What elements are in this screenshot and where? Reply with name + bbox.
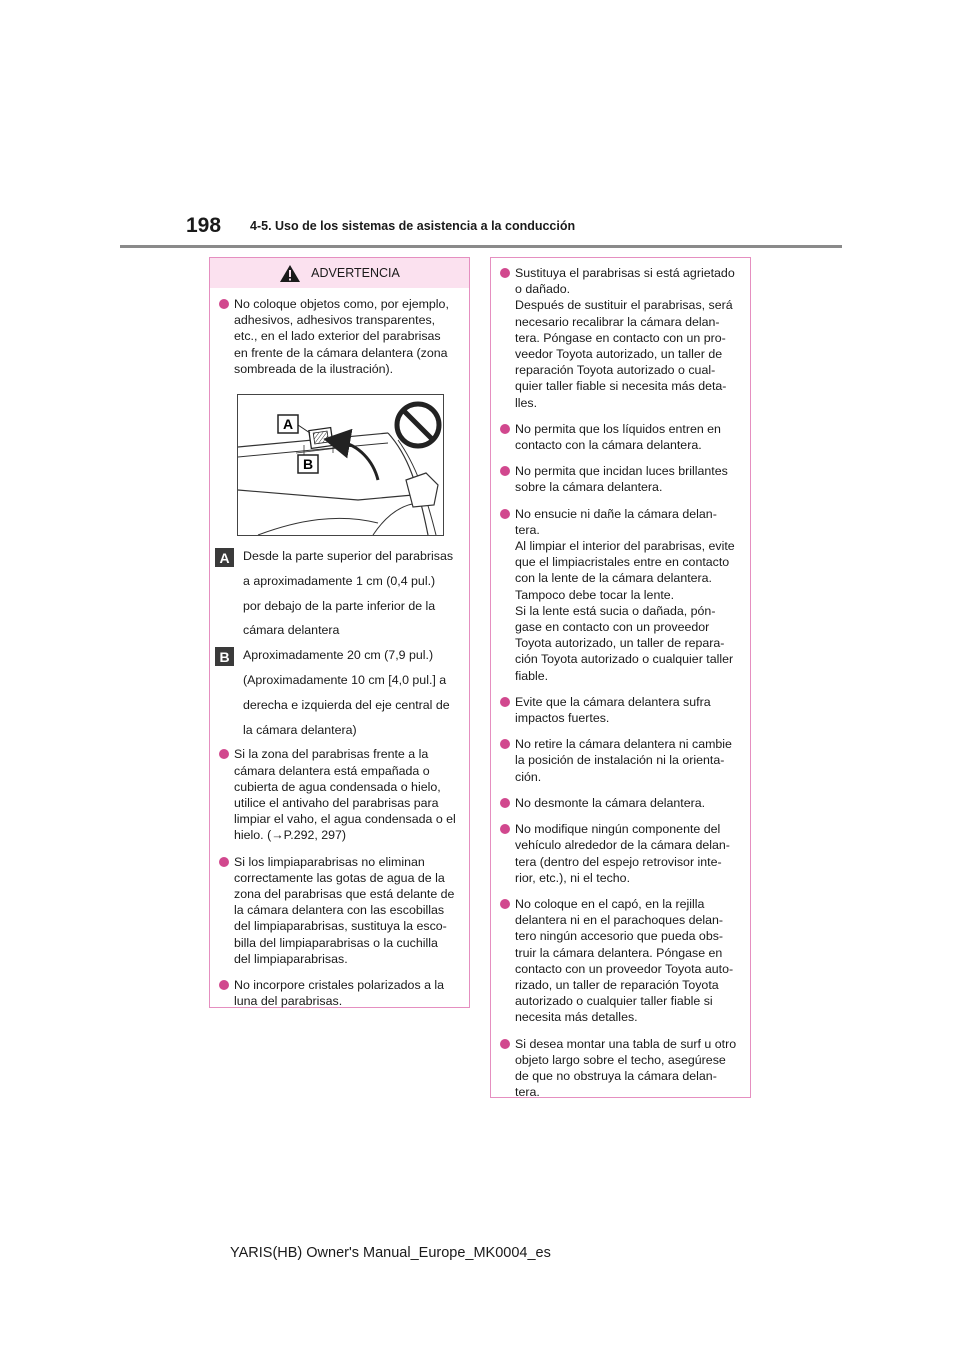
bullet-item	[215, 296, 459, 377]
bullet-item	[496, 463, 740, 495]
bullet-item	[496, 265, 740, 411]
warning-title: ADVERTENCIA	[311, 266, 400, 280]
bullet-text: No ensucie ni dañe la cámara delan- tera. Al limpiar el interior del parabrisas, evite que el limpiacristales entre en contacto con la lente de la cámara delantera. Tampoco debe tocar la lente. Si la lente está sucia o dañada, pón- gase en contacto con un proveedor Toyota autorizado, un taller de repara- ción Toyota autorizado o cualquier taller fiable.	[515, 506, 735, 683]
section-title: 4-5. Uso de los sistemas de asistencia a la conducción	[250, 219, 576, 233]
bullet-dot	[500, 798, 510, 808]
bullet-item	[496, 821, 740, 886]
bullet-dot	[219, 980, 229, 990]
footer-text: YARIS(HB) Owner's Manual_Europe_MK0004_es	[230, 1245, 551, 1261]
warning-triangle-icon	[279, 264, 301, 283]
bullet-item	[215, 977, 459, 1009]
bullet-text: No modifique ningún componente del vehículo alrededor de la cámara delan- tera (dentro del espejo retrovisor inte- rior, etc.), ni el techo.	[515, 822, 730, 885]
bullet-text: No incorpore cristales polarizados a la luna del parabrisas.	[234, 978, 445, 1009]
bullet-item	[496, 694, 740, 726]
legend-line: Desde la parte superior del parabrisas	[243, 549, 454, 564]
bullet-text: Evite que la cámara delantera sufra impactos fuertes.	[515, 694, 711, 726]
warning-right-content	[491, 258, 750, 1100]
bullet-dot	[500, 697, 510, 707]
bullet-list-top	[215, 296, 459, 377]
bullet-dot	[500, 268, 510, 278]
windshield-camera-diagram	[238, 395, 443, 535]
bullet-dot	[500, 424, 510, 434]
legend-marker: B	[215, 647, 234, 666]
bullet-dot	[219, 299, 229, 309]
legend-line: Aproximadamente 20 cm (7,9 pul.)	[243, 648, 434, 663]
bullet-item	[496, 896, 740, 1026]
bullet-list-bottom	[215, 746, 459, 1009]
warning-left-content	[210, 288, 469, 1009]
legend-line: a aproximadamente 1 cm (0,4 pul.)	[243, 573, 436, 588]
bullet-text: No coloque en el capó, en la rejilla delantera ni en el parachoques delan- tero ningún accesorio que pueda obs- truir la cámara delantera. Póngase en contacto con un proveedor Toyota auto- rizado, un taller de reparación Toyota autorizado o cualquier taller fiable si necesita más detalles.	[515, 896, 734, 1025]
legend-item-a	[215, 548, 459, 638]
bullet-text: No retire la cámara delantera ni cambie la posición de instalación ni la orienta- ción.	[515, 737, 732, 784]
legend-line: (Aproximadamente 10 cm [4,0 pul.] a	[243, 673, 447, 687]
bullet-text: No coloque objetos como, por ejemplo, adhesivos, adhesivos transparentes, etc., en el lado exterior del parabrisas en frente de la cámara delantera (zona sombreada de la ilustración).	[234, 297, 449, 376]
bullet-dot	[219, 749, 229, 759]
bullet-dot	[500, 824, 510, 834]
bullet-item	[496, 421, 740, 453]
bullet-item	[215, 854, 459, 967]
camera-illustration	[237, 394, 444, 536]
bullet-dot	[500, 1039, 510, 1049]
bullet-text: Si los limpiaparabrisas no eliminan correctamente las gotas de agua de la zona del parabrisas que está delante de la cámara delantera con las escobillas del limpiaparabrisas, sustituya la esco- billa del limpiaparabrisas o la cuchilla del limpiaparabrisas.	[234, 854, 455, 966]
warning-box-left	[209, 257, 470, 1008]
bullet-text: Si desea montar una tabla de surf u otro objeto largo sobre el techo, asegúrese de que no obstruya la cámara delan- tera.	[515, 1036, 737, 1100]
bullet-item	[496, 736, 740, 785]
figure-legend	[215, 548, 459, 738]
bullet-text: Si la zona del parabrisas frente a la cámara delantera está empañada o cubierta de agua condensada o hielo, utilice el antivaho del parabrisas para limpiar el vaho, el agua condensada o el hielo. (→P.292, 297)	[234, 747, 456, 843]
bullet-dot	[500, 739, 510, 749]
bullet-text: No permita que los líquidos entren en contacto con la cámara delantera.	[515, 421, 721, 453]
legend-line: por debajo de la parte inferior de la	[243, 598, 436, 613]
bullet-item	[496, 506, 740, 684]
legend-line: derecha e izquierda del eje central de	[243, 697, 450, 712]
bullet-item	[496, 795, 740, 811]
bullet-dot	[219, 857, 229, 867]
bullet-dot	[500, 466, 510, 476]
bullet-dot	[500, 509, 510, 519]
bullet-list-right	[496, 265, 740, 1100]
legend-marker: A	[215, 548, 234, 567]
bullet-text: No desmonte la cámara delantera.	[515, 795, 706, 810]
bullet-text: Sustituya el parabrisas si está agrietado o dañado. Después de sustituir el parabrisas, será necesario recalibrar la cámara delan- tera. Póngase en contacto con un pro- veedor Toyota autorizado, un taller de reparación Toyota autorizado o cual- quier taller fiable si necesita más deta- lles.	[515, 266, 735, 410]
bullet-dot	[500, 899, 510, 909]
header-rule	[120, 245, 842, 248]
bullet-item	[496, 1036, 740, 1101]
warning-box-right	[490, 257, 751, 1098]
legend-line: la cámara delantera)	[243, 722, 357, 737]
page-number: 198	[186, 214, 222, 237]
bullet-item	[215, 746, 459, 843]
bullet-text: No permita que incidan luces brillantes sobre la cámara delantera.	[515, 464, 728, 495]
legend-item-b	[215, 647, 459, 737]
figure-label-b: B	[302, 456, 314, 473]
warning-header	[210, 258, 469, 288]
figure-label-a: A	[282, 416, 294, 433]
legend-line: cámara delantera	[243, 623, 340, 638]
